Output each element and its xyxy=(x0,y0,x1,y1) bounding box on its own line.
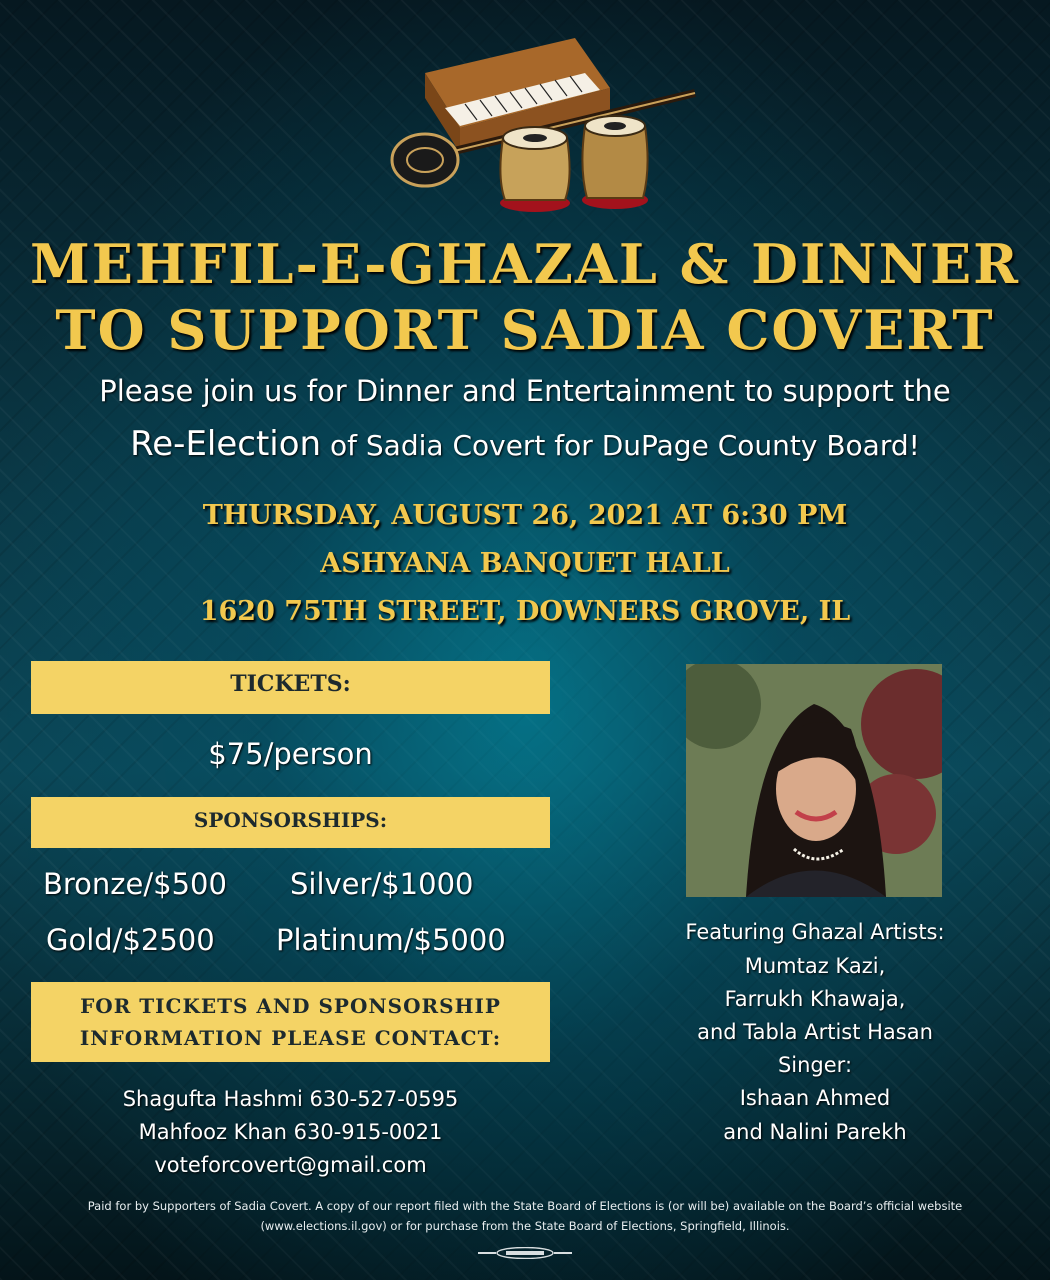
candidate-photo xyxy=(686,664,942,897)
invite-line-2 xyxy=(0,424,1050,464)
artist-line: Mumtaz Kazi, xyxy=(744,954,886,978)
contact-heading-line-1: FOR TICKETS AND SPONSORSHIP xyxy=(80,994,501,1018)
disclaimer-line-2: (www.elections.il.gov) or for purchase from the State Board of Elections, Springfield, Illinois. xyxy=(260,1219,790,1233)
disclaimer-line-1: Paid for by Supporters of Sadia Covert. A copy of our report filed with the State Board of Elections is (or will be) available on the Board’s official website xyxy=(87,1199,963,1213)
artist-line: Singer: xyxy=(777,1053,853,1077)
sponsorships-heading: SPONSORSHIPS: xyxy=(31,797,550,848)
contact-heading-line-2: INFORMATION PLEASE CONTACT: xyxy=(79,1026,502,1050)
event-datetime: THURSDAY, AUGUST 26, 2021 AT 6:30 PM xyxy=(202,500,848,531)
artists-heading: Featuring Ghazal Artists: xyxy=(685,920,945,944)
contact-shagufta: Shagufta Hashmi 630-527-0595 xyxy=(122,1087,459,1111)
invite-line-2-rest: of Sadia Covert for DuPage County Board! xyxy=(321,429,920,462)
ticket-price: $75/person xyxy=(208,737,373,771)
tier-silver: Silver/$1000 xyxy=(290,867,474,901)
contact-mahfooz: Mahfooz Khan 630-915-0021 xyxy=(138,1120,443,1144)
artist-line: Ishaan Ahmed xyxy=(739,1086,891,1110)
event-title-line-2: TO SUPPORT SADIA COVERT xyxy=(55,298,995,362)
artist-line: Farrukh Khawaja, xyxy=(724,987,906,1011)
music-instruments-illustration xyxy=(385,28,715,218)
union-bug-logo xyxy=(478,1247,572,1259)
event-address: 1620 75TH STREET, DOWNERS GROVE, IL xyxy=(199,596,851,627)
tabla xyxy=(500,116,648,212)
tickets-heading: TICKETS: xyxy=(31,661,550,714)
tier-platinum: Platinum/$5000 xyxy=(276,923,506,957)
artist-line: and Nalini Parekh xyxy=(723,1120,907,1144)
portrait-illustration xyxy=(686,664,942,897)
tier-bronze: Bronze/$500 xyxy=(43,867,227,901)
contact-email: voteforcovert@gmail.com xyxy=(154,1153,427,1177)
artist-line: and Tabla Artist Hasan xyxy=(697,1020,933,1044)
contact-heading xyxy=(31,982,550,1062)
reelection-text: Re-Election xyxy=(130,424,322,464)
event-title-line-1: MEHFIL-E-GHAZAL & DINNER xyxy=(29,232,1021,296)
invite-line-1: Please join us for Dinner and Entertainment to support the xyxy=(99,374,951,408)
paid-for-disclaimer xyxy=(40,1196,1010,1236)
event-venue: ASHYANA BANQUET HALL xyxy=(320,548,730,579)
tier-gold: Gold/$2500 xyxy=(46,923,215,957)
